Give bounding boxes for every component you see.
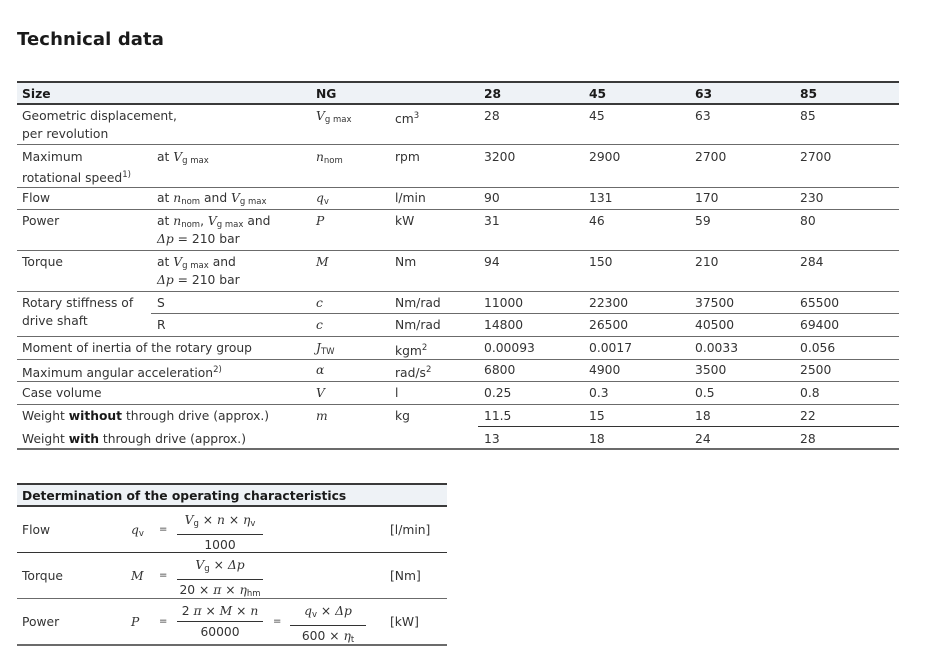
page-title: Technical data xyxy=(17,29,164,50)
cell-value: 0.25 xyxy=(484,386,512,400)
cell-value: 22300 xyxy=(589,296,629,310)
row-symbol: P xyxy=(316,214,325,228)
divider xyxy=(151,313,899,314)
row-symbol: V xyxy=(316,386,325,400)
row-unit: l xyxy=(395,386,399,400)
cell-value: 63 xyxy=(695,109,711,123)
row-symbol: m xyxy=(316,409,328,423)
row-condition: S xyxy=(157,296,165,310)
cell-value: 0.0033 xyxy=(695,341,739,355)
cell-value: 37500 xyxy=(695,296,735,310)
equals-sign: = xyxy=(159,570,168,581)
divider xyxy=(17,404,899,405)
formula-unit: [kW] xyxy=(390,615,419,629)
row-symbol: c xyxy=(316,318,323,332)
row-unit: Nm/rad xyxy=(395,296,441,310)
denominator: $20 \times \pi \times \eta_{hm}$ xyxy=(179,583,261,599)
header-size: Size xyxy=(22,87,51,101)
cell-value: 0.5 xyxy=(695,386,715,400)
row-symbol: $J_{TW}$ xyxy=(316,341,335,357)
row-condition: at $V_{g max}$ xyxy=(157,150,209,166)
divider xyxy=(17,552,447,553)
formula-symbol: $q_v$ xyxy=(131,523,144,539)
cell-value: 65500 xyxy=(800,296,840,310)
row-label: Flow xyxy=(22,191,51,205)
row-symbol: M xyxy=(316,255,329,269)
denominator: $600 \times \eta_t$ xyxy=(301,629,355,645)
cell-value: 18 xyxy=(589,432,605,446)
formula-fraction xyxy=(177,557,263,602)
formula-label: Power xyxy=(22,615,60,629)
header-size-63: 63 xyxy=(695,87,713,101)
denominator: 60000 xyxy=(200,625,240,639)
cell-value: 0.0017 xyxy=(589,341,633,355)
row-unit: $cm^3$ xyxy=(395,111,420,126)
row-symbol: $n_{nom}$ xyxy=(316,150,343,166)
cell-value: 2500 xyxy=(800,363,832,377)
cell-value: 18 xyxy=(695,409,711,423)
formula-fraction xyxy=(177,603,263,640)
divider xyxy=(17,483,447,485)
formula-label: Torque xyxy=(22,569,63,583)
cell-value: 14800 xyxy=(484,318,524,332)
row-condition: Δp = 210 bar xyxy=(157,232,240,246)
cell-value: 15 xyxy=(589,409,605,423)
cell-value: 2900 xyxy=(589,150,621,164)
cell-value: 230 xyxy=(800,191,824,205)
divider xyxy=(17,505,447,507)
row-label: Maximum angular acceleration$^{2)}$ xyxy=(22,365,222,380)
formula-symbol: M xyxy=(131,569,144,583)
row-unit: Nm/rad xyxy=(395,318,441,332)
row-label: Weight with through drive (approx.) xyxy=(22,432,246,446)
formula-unit: [l/min] xyxy=(390,523,431,537)
row-label: drive shaft xyxy=(22,314,88,328)
formula-fraction xyxy=(290,603,366,648)
divider xyxy=(17,103,899,105)
equals-sign: = xyxy=(273,616,282,627)
cell-value: 210 xyxy=(695,255,719,269)
row-label: Rotary stiffness of xyxy=(22,296,134,310)
row-condition: at $V_{g max}$ and xyxy=(157,255,236,271)
cell-value: 22 xyxy=(800,409,816,423)
row-unit: rpm xyxy=(395,150,420,164)
row-label: per revolution xyxy=(22,127,109,141)
cell-value: 0.3 xyxy=(589,386,609,400)
cell-value: 11000 xyxy=(484,296,524,310)
cell-value: 13 xyxy=(484,432,500,446)
cell-value: 4900 xyxy=(589,363,621,377)
divider xyxy=(17,598,447,599)
cell-value: 85 xyxy=(800,109,816,123)
formula-unit: [Nm] xyxy=(390,569,421,583)
cell-value: 26500 xyxy=(589,318,629,332)
cell-value: 150 xyxy=(589,255,613,269)
divider xyxy=(17,250,899,251)
row-condition: Δp = 210 bar xyxy=(157,273,240,287)
cell-value: 59 xyxy=(695,214,711,228)
cell-value: 94 xyxy=(484,255,500,269)
divider xyxy=(17,381,899,382)
cell-value: 90 xyxy=(484,191,500,205)
numerator: $V_g \times \Delta p$ xyxy=(177,557,263,580)
divider xyxy=(17,81,899,83)
row-unit: rad/$s^2$ xyxy=(395,365,432,380)
header-size-28: 28 xyxy=(484,87,502,101)
formula-label: Flow xyxy=(22,523,51,537)
row-label: Weight without through drive (approx.) xyxy=(22,409,270,423)
numerator: $q_v \times \Delta p$ xyxy=(290,603,366,626)
cell-value: 11.5 xyxy=(484,409,512,423)
cell-value: 28 xyxy=(800,432,816,446)
cell-value: 170 xyxy=(695,191,719,205)
numerator: $V_g \times n \times \eta_v$ xyxy=(177,512,263,535)
row-unit: l/min xyxy=(395,191,426,205)
divider xyxy=(17,187,899,188)
equals-sign: = xyxy=(159,616,168,627)
cell-value: 6800 xyxy=(484,363,516,377)
cell-value: 69400 xyxy=(800,318,840,332)
row-symbol: α xyxy=(316,363,325,377)
divider xyxy=(17,291,899,292)
cell-value: 3500 xyxy=(695,363,727,377)
formula-symbol: P xyxy=(131,615,140,629)
equals-sign: = xyxy=(159,524,168,535)
divider xyxy=(17,336,899,337)
formula-table-title: Determination of the operating characteristics xyxy=(22,489,347,503)
cell-value: 46 xyxy=(589,214,605,228)
cell-value: 24 xyxy=(695,432,711,446)
divider xyxy=(17,144,899,145)
divider xyxy=(17,448,899,450)
cell-value: 45 xyxy=(589,109,605,123)
row-symbol: $V_{g max}$ xyxy=(316,109,352,125)
row-label: Case volume xyxy=(22,386,102,400)
cell-value: 0.8 xyxy=(800,386,820,400)
row-symbol: c xyxy=(316,296,323,310)
cell-value: 0.00093 xyxy=(484,341,535,355)
divider xyxy=(17,644,447,646)
denominator: 1000 xyxy=(204,538,236,552)
cell-value: 284 xyxy=(800,255,824,269)
row-condition: at $n_{nom}$ and $V_{g max}$ xyxy=(157,191,267,207)
divider xyxy=(17,359,899,360)
cell-value: 40500 xyxy=(695,318,735,332)
cell-value: 2700 xyxy=(800,150,832,164)
spec-table-header-bg xyxy=(17,83,899,104)
cell-value: 80 xyxy=(800,214,816,228)
row-condition: R xyxy=(157,318,166,332)
header-size-85: 85 xyxy=(800,87,818,101)
cell-value: 3200 xyxy=(484,150,516,164)
row-unit: kg xyxy=(395,409,410,423)
row-label: Power xyxy=(22,214,60,228)
row-unit: Nm xyxy=(395,255,417,269)
divider xyxy=(478,426,899,427)
row-unit: kgm$^2$ xyxy=(395,343,428,358)
formula-fraction xyxy=(177,512,263,553)
cell-value: 0.056 xyxy=(800,341,836,355)
cell-value: 131 xyxy=(589,191,613,205)
divider xyxy=(17,209,899,210)
row-label: Geometric displacement, xyxy=(22,109,177,123)
row-label: Maximum xyxy=(22,150,83,164)
row-unit: kW xyxy=(395,214,415,228)
row-label: Moment of inertia of the rotary group xyxy=(22,341,252,355)
header-size-45: 45 xyxy=(589,87,607,101)
numerator: 2 π × M × n xyxy=(177,603,263,622)
cell-value: 2700 xyxy=(695,150,727,164)
row-label: Torque xyxy=(22,255,63,269)
row-symbol: $q_v$ xyxy=(316,191,329,207)
header-ng: NG xyxy=(316,87,337,101)
row-condition: at $n_{nom}$, $V_{g max}$ and xyxy=(157,214,271,230)
cell-value: 28 xyxy=(484,109,500,123)
cell-value: 31 xyxy=(484,214,500,228)
row-label: rotational speed$^{1)}$ xyxy=(22,170,131,185)
